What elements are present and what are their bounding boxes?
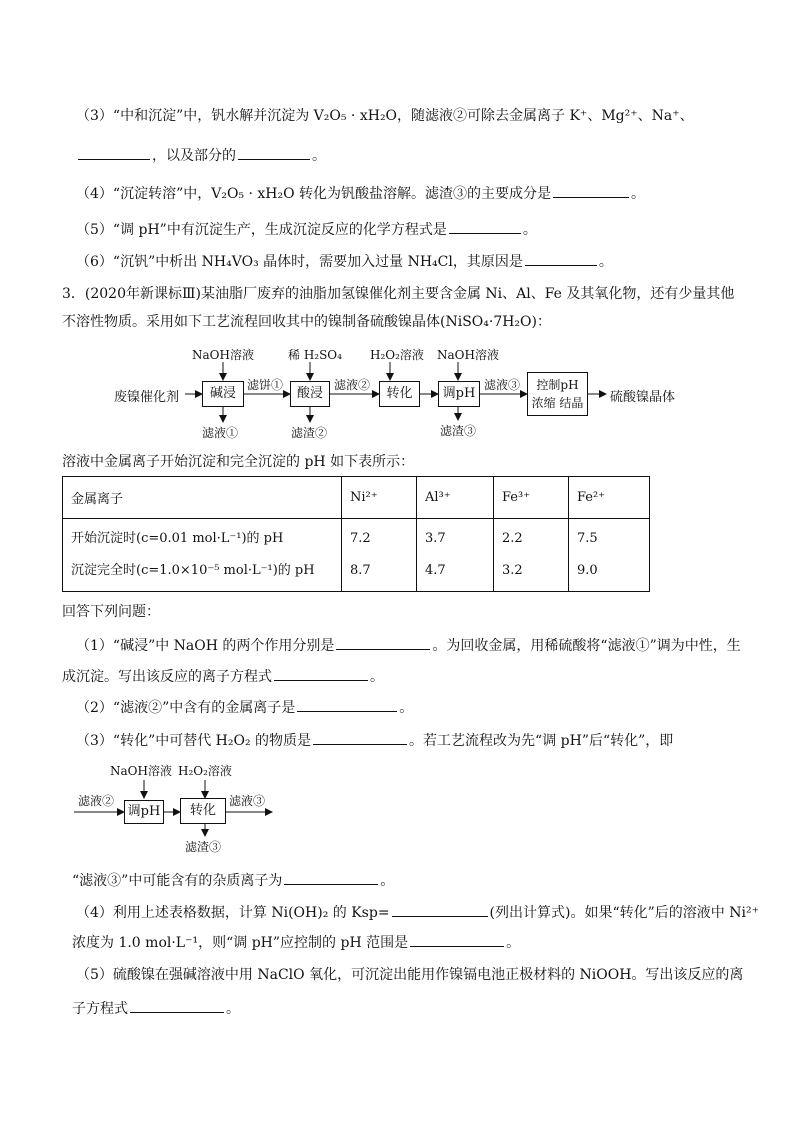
answer-blank[interactable] — [392, 902, 488, 917]
table-header-cell: Fe³⁺ — [494, 477, 569, 519]
answer-blank[interactable] — [410, 932, 504, 947]
table-header-cell: Fe²⁺ — [569, 477, 650, 519]
sub-question-1-cont: 成沉淀。写出该反应的离子方程式 。 — [62, 666, 384, 686]
sub-question-3: （3）“转化”中可替代 H₂O₂ 的物质是 。若工艺流程改为先“调 pH”后“转化”，即 — [76, 730, 673, 750]
answer-blank[interactable] — [130, 998, 224, 1013]
ph-table — [62, 476, 650, 592]
answer-prompt: 回答下列问题： — [62, 604, 160, 620]
sub-question-4-cont: 浓度为 1.0 mol·L⁻¹，则“调 pH”应控制的 pH 范围是 。 — [72, 932, 520, 952]
q3-line-2: ，以及部分的 。 — [76, 145, 326, 165]
alt-step-conversion: 转化 — [180, 798, 226, 824]
out-residue3: 滤渣③ — [440, 424, 477, 438]
answer-blank[interactable] — [284, 870, 378, 885]
filtrate2-label: 滤液② — [334, 378, 371, 392]
answer-blank[interactable] — [238, 145, 310, 160]
sub-question-3-cont: “滤液③”中可能含有的杂质离子为 。 — [72, 870, 394, 890]
reagent-h2so4: 稀 H₂SO₄ — [288, 348, 342, 362]
filtrate3-label: 滤液③ — [484, 378, 521, 392]
sub-question-4: （4）利用上述表格数据，计算 Ni(OH)₂ 的 Ksp= (列出计算式)。如果“转化”后的溶液中 Ni²⁺ — [76, 902, 759, 922]
table-cell: 7.5 9.0 — [569, 519, 650, 592]
answer-blank[interactable] — [525, 251, 597, 266]
table-header-cell: 金属离子 — [63, 477, 342, 519]
q5-line: （5）“调 pH”中有沉淀生产，生成沉淀反应的化学方程式是 。 — [76, 219, 537, 239]
table-intro: 溶液中金属离子开始沉淀和完全沉淀的 pH 如下表所示： — [62, 454, 415, 470]
table-cell: 2.2 3.2 — [494, 519, 569, 592]
sub-question-5-cont: 子方程式 。 — [72, 998, 240, 1018]
answer-blank[interactable] — [553, 183, 629, 198]
answer-blank[interactable] — [78, 145, 150, 160]
q6-line: （6）“沉钒”中析出 NH₄VO₃ 晶体时，需要加入过量 NH₄Cl，其原因是 。 — [76, 251, 613, 271]
problem3-intro-2: 不溶性物质。采用如下工艺流程回收其中的镍制备硫酸镍晶体(NiSO₄·7H₂O)： — [62, 314, 551, 330]
answer-blank[interactable] — [274, 666, 368, 681]
reagent-naoh: NaOH溶液 — [192, 348, 254, 362]
table-header-cell: Ni²⁺ — [342, 477, 417, 519]
out-filtrate1: 滤液① — [202, 426, 239, 440]
sub-question-2: （2）“滤液②”中含有的金属离子是 。 — [76, 697, 413, 717]
table-row-label: 开始沉淀时(c=0.01 mol·L⁻¹)的 pH 沉淀完全时(c=1.0×10⁻⁵ mol·L⁻¹)的 pH — [63, 519, 342, 592]
alt-step-adjust-ph: 调pH — [124, 800, 164, 824]
end-label: 硫酸镍晶体 — [610, 390, 676, 405]
table-header-cell: Al³⁺ — [417, 477, 494, 519]
step-alkali-leach: 碱浸 — [202, 381, 244, 407]
table-cell: 7.2 8.7 — [342, 519, 417, 592]
reagent-h2o2: H₂O₂溶液 — [370, 348, 424, 362]
step-acid-leach: 酸浸 — [290, 381, 330, 407]
answer-blank[interactable] — [313, 730, 407, 745]
alt-end-label: 滤液③ — [229, 794, 266, 808]
step-adjust-ph: 调pH — [438, 381, 480, 407]
alt-reagent-naoh: NaOH溶液 — [110, 764, 172, 778]
step-conversion: 转化 — [379, 381, 420, 407]
alt-out-residue: 滤渣③ — [185, 840, 222, 854]
reagent-naoh-2: NaOH溶液 — [437, 348, 499, 362]
alt-flowchart — [0, 758, 794, 858]
answer-blank[interactable] — [449, 219, 521, 234]
q4-line: （4）“沉淀转溶”中，V₂O₅ · xH₂O 转化为钒酸盐溶解。滤渣③的主要成分是 。 — [76, 183, 645, 203]
table-cell: 3.7 4.7 — [417, 519, 494, 592]
alt-reagent-h2o2: H₂O₂溶液 — [178, 764, 232, 778]
answer-blank[interactable] — [336, 635, 430, 650]
start-label: 废镍催化剂 — [114, 390, 180, 405]
problem3-intro: 3．(2020年新课标Ⅲ)某油脂厂废弃的油脂加氢镍催化剂主要含金属 Ni、Al、Fe 及其氧化物，还有少量其他 — [62, 286, 735, 302]
filter-cake-label: 滤饼① — [247, 378, 284, 392]
process-flowchart — [0, 340, 794, 440]
sub-question-5: （5）硫酸镍在强碱溶液中用 NaClO 氧化，可沉淀出能用作镍镉电池正极材料的 NiOOH。写出该反应的离 — [76, 967, 744, 983]
step-crystallize: 控制pH 浓缩 结晶 — [527, 372, 588, 416]
out-residue2: 滤渣② — [291, 426, 328, 440]
q3-line: （3）“中和沉淀”中，钒水解并沉淀为 V₂O₅ · xH₂O，随滤液②可除去金属离子 K⁺、Mg²⁺、Na⁺、 — [76, 108, 694, 124]
answer-blank[interactable] — [297, 697, 397, 712]
alt-start-label: 滤液② — [78, 794, 115, 808]
sub-question-1: （1）“碱浸”中 NaOH 的两个作用分别是 。为回收金属，用稀硫酸将“滤液①”调为中性，生 — [76, 635, 741, 655]
